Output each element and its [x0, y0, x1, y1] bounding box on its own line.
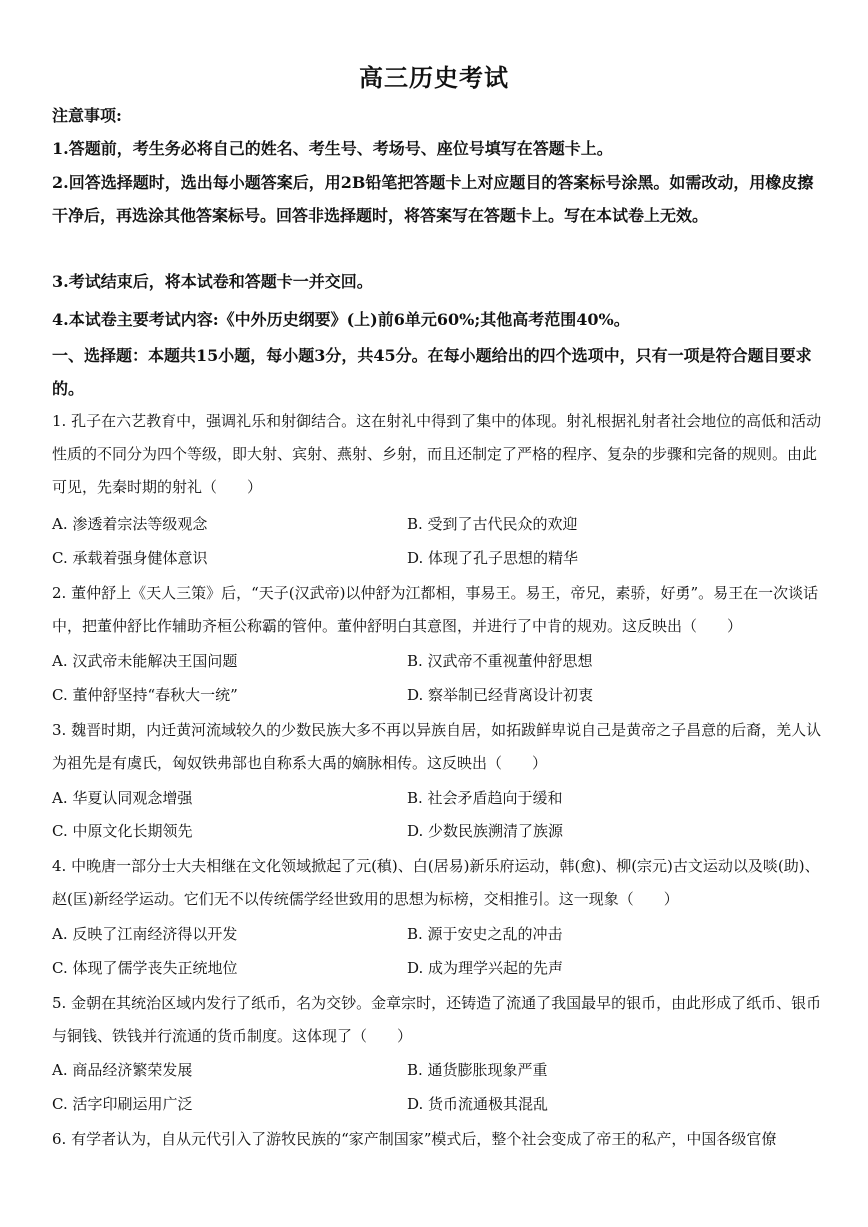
option-a[interactable]: A. 渗透着宗法等级观念: [52, 515, 208, 533]
option-c[interactable]: C. 承载着强身健体意识: [52, 549, 208, 567]
option-a[interactable]: A. 汉武帝未能解决王国问题: [52, 652, 238, 670]
note-item-3: 3.考试结束后，将本试卷和答题卡一并交回。: [52, 272, 373, 291]
question-4-stem: 4. 中晚唐一部分士大夫相继在文化领域掀起了元(稹)、白(居易)新乐府运动，韩(愈)、柳(宗元)古文运动以及啖(助)、赵(匡)新经学运动。它们无不以传统儒学经世致用的思想为标榜，交相推引。这一现象（ ）: [52, 857, 820, 908]
option-c[interactable]: C. 活字印刷运用广泛: [52, 1095, 193, 1113]
option-b[interactable]: B. 源于安史之乱的冲击: [407, 925, 563, 943]
note-item-2: 2.回答选择题时，选出每小题答案后，用2B铅笔把答题卡上对应题目的答案标号涂黑。如需改动，用橡皮擦干净后，再选涂其他答案标号。回答非选择题时，将答案写在答题卡上。写在本试卷上无效。: [52, 173, 814, 225]
question-6-stem: 6. 有学者认为，自从元代引入了游牧民族的“家产制国家”模式后，整个社会变成了帝王的私产，中国各级官僚: [52, 1130, 777, 1148]
option-c[interactable]: C. 中原文化长期领先: [52, 822, 193, 840]
option-d[interactable]: D. 成为理学兴起的先声: [407, 959, 564, 977]
question-2-stem: 2. 董仲舒上《天人三策》后，“天子(汉武帝)以仲舒为江都相，事易王。易王，帝兄，素骄，好勇”。易王在一次谈话中，把董仲舒比作辅助齐桓公称霸的管仲。董仲舒明白其意图，并进行了中肯的规劝。这反映出（ ）: [52, 584, 819, 635]
option-b[interactable]: B. 通货膨胀现象严重: [407, 1061, 548, 1079]
note-item-4: 4.本试卷主要考试内容:《中外历史纲要》(上)前6单元60%;其他高考范围40%。: [52, 310, 630, 329]
option-d[interactable]: D. 察举制已经背离设计初衷: [407, 686, 594, 704]
option-b[interactable]: B. 汉武帝不重视董仲舒思想: [407, 652, 593, 670]
question-3-stem: 3. 魏晋时期，内迁黄河流域较久的少数民族大多不再以异族自居，如拓跋鲜卑说自己是黄帝之子昌意的后裔，羌人认为祖先是有虞氏，匈奴铁弗部也自称系大禹的嫡脉相传。这反映出（ ）: [52, 721, 822, 772]
option-c[interactable]: C. 体现了儒学丧失正统地位: [52, 959, 238, 977]
question-1-stem: 1. 孔子在六艺教育中，强调礼乐和射御结合。这在射礼中得到了集中的体现。射礼根据礼射者社会地位的高低和活动性质的不同分为四个等级，即大射、宾射、燕射、乡射，而且还制定了严格的程序、复杂的步骤和完备的规则。由此可见，先秦时期的射礼（ ）: [52, 412, 822, 496]
option-c[interactable]: C. 董仲舒坚持“春秋大一统”: [52, 686, 238, 704]
option-a[interactable]: A. 反映了江南经济得以开发: [52, 925, 238, 943]
option-b[interactable]: B. 社会矛盾趋向于缓和: [407, 789, 563, 807]
option-b[interactable]: B. 受到了古代民众的欢迎: [407, 515, 578, 533]
question-5-stem: 5. 金朝在其统治区域内发行了纸币，名为交钞。金章宗时，还铸造了流通了我国最早的银币，由此形成了纸币、银币与铜钱、铁钱并行流通的货币制度。这体现了（ ）: [52, 994, 822, 1045]
note-item-1: 1.答题前，考生务必将自己的姓名、考生号、考场号、座位号填写在答题卡上。: [52, 139, 613, 158]
section-heading: 一、选择题：本题共15小题，每小题3分，共45分。在每小题给出的四个选项中，只有一项是符合题目要求的。: [52, 346, 812, 398]
option-a[interactable]: A. 商品经济繁荣发展: [52, 1061, 193, 1079]
option-d[interactable]: D. 货币流通极其混乱: [407, 1095, 549, 1113]
option-a[interactable]: A. 华夏认同观念增强: [52, 789, 193, 807]
notes-heading: 注意事项:: [52, 106, 122, 125]
option-d[interactable]: D. 体现了孔子思想的精华: [407, 549, 579, 567]
option-d[interactable]: D. 少数民族溯清了族源: [407, 822, 564, 840]
page-title: 高三历史考试: [359, 63, 509, 92]
